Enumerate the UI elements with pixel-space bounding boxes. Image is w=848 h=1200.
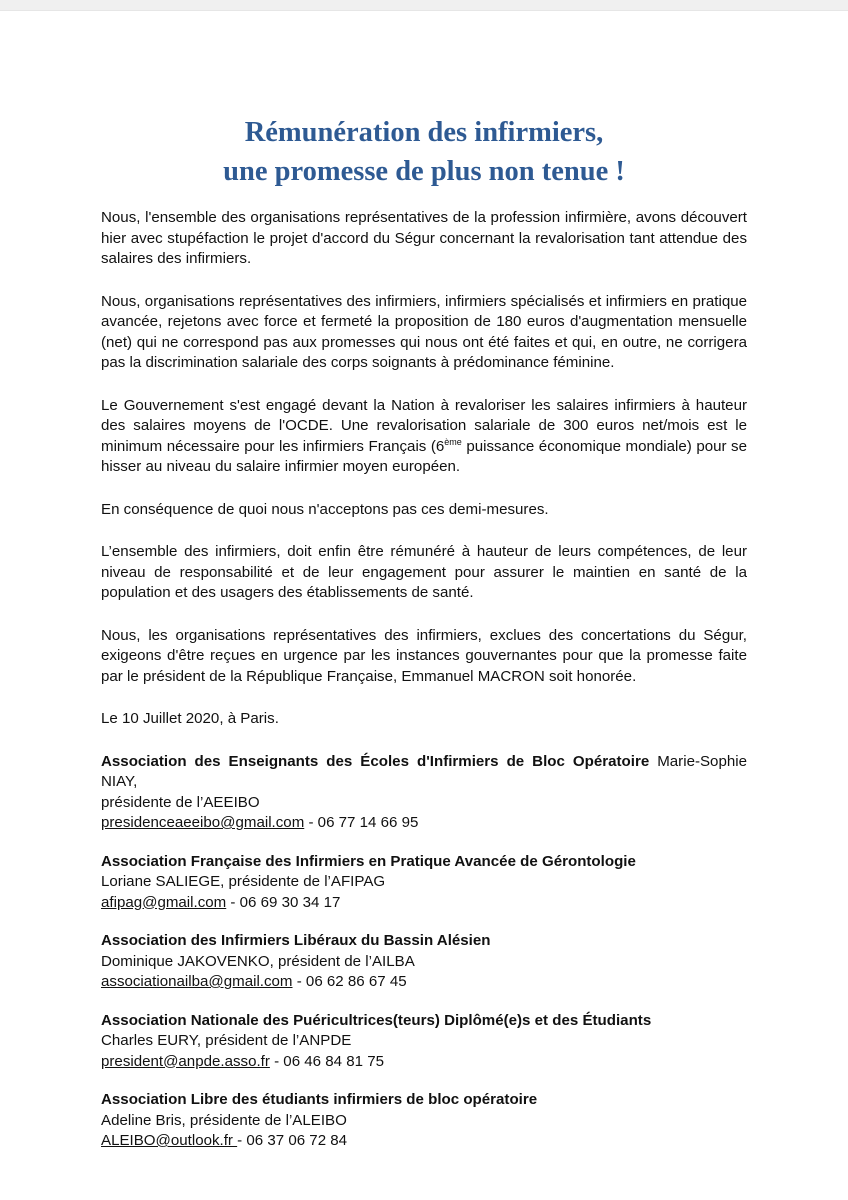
paragraph-6: Nous, les organisations représentatives des infirmiers, exclues des concertations du Ségur, exigeons d'être reçues en urgence par les instances gouvernantes pour que la promesse faite par le président de la République Française, Emmanuel MACRON soit honorée. — [101, 626, 747, 685]
signatory-role: présidente de l’AEEIBO — [101, 793, 260, 811]
signatory-org-name: Association Française des Infirmiers en Pratique Avancée de Gérontologie — [101, 852, 636, 870]
signatory-org-name: Association Nationale des Puéricultrices(teurs) Diplômé(e)s et des Étudiants — [101, 1011, 652, 1029]
signatory-person: Charles EURY, président de l’ANPDE — [101, 1032, 352, 1049]
paragraph-3-text-b: puissance économique mondiale) pour se hisser au niveau du salaire infirmier moyen européen. — [101, 437, 747, 475]
signatory-ailba — [101, 931, 747, 993]
signatory-contact — [101, 972, 747, 993]
signatory-org-name: Association des Enseignants des Écoles d'Infirmiers de Bloc Opératoire — [101, 752, 650, 770]
paragraph-3 — [101, 396, 747, 478]
paragraph-3-text-a: Le Gouvernement s'est engagé devant la Nation à revaloriser les salaires infirmiers à hauteur des salaires moyens de l'OCDE. Une revalorisation salariale de 300 euros net/mois est le minimum nécessaire pour les infirmiers Français (6 — [101, 396, 747, 455]
title-line-1: Rémunération des infirmiers, — [244, 117, 604, 148]
paragraph-3-superscript: ème — [444, 436, 462, 447]
signatory-afipag — [101, 852, 747, 914]
signatory-phone: - 06 46 84 81 75 — [269, 1052, 385, 1070]
signatory-phone: - 06 37 06 72 84 — [237, 1132, 348, 1149]
signatory-phone: - 06 62 86 67 45 — [292, 973, 407, 990]
signatory-contact — [101, 813, 747, 834]
signatory-phone: - 06 69 30 34 17 — [226, 893, 341, 911]
email-link[interactable]: ALEIBO@outlook.fr — [101, 1132, 238, 1149]
signatory-aeeibo — [101, 752, 747, 834]
signatory-aleibo — [101, 1090, 747, 1152]
signatory-contact — [101, 1052, 747, 1073]
date-line: Le 10 Juillet 2020, à Paris. — [101, 710, 279, 727]
paragraph-2: Nous, organisations représentatives des infirmiers, infirmiers spécialisés et infirmiers en pratique avancée, rejetons avec force et fermeté la proposition de 180 euros d'augmentation mensuelle (net) qui ne correspond pas aux promesses qui nous ont été faites et qui, en outre, ne corrigera pas la discrimination salariale des corps soignants à prédominance féminine. — [101, 292, 747, 371]
signatory-person: Marie-Sophie NIAY, — [101, 752, 747, 790]
signatory-org-name: Association des Infirmiers Libéraux du Bassin Alésien — [101, 932, 491, 949]
document-title — [0, 113, 848, 191]
signatory-phone: - 06 77 14 66 95 — [304, 814, 419, 831]
paragraph-1: Nous, l'ensemble des organisations représentatives de la profession infirmière, avons découvert hier avec stupéfaction le projet d'accord du Ségur concernant la revalorisation tant attendue des salaires des infirmiers. — [101, 209, 747, 267]
signatory-aeeibo-heading — [101, 752, 747, 793]
title-line-2: une promesse de plus non tenue ! — [223, 156, 625, 187]
email-link[interactable]: president@anpde.asso.fr — [101, 1052, 270, 1070]
signatory-contact — [101, 1131, 747, 1152]
email-link[interactable]: presidenceaeeibo@gmail.com — [101, 814, 305, 831]
paragraph-5: L’ensemble des infirmiers, doit enfin être rémunéré à hauteur de leurs compétences, de leur niveau de responsabilité et de leur engagement pour assurer le maintien en santé de la population et des usagers des établissements de santé. — [101, 543, 747, 601]
signatory-person: Dominique JAKOVENKO, président de l’AILBA — [101, 952, 415, 970]
signatory-anpde — [101, 1011, 747, 1073]
signatory-org-name: Association Libre des étudiants infirmiers de bloc opératoire — [101, 1091, 538, 1108]
email-link[interactable]: associationailba@gmail.com — [101, 973, 293, 990]
email-link[interactable]: afipag@gmail.com — [101, 893, 227, 911]
signatory-contact — [101, 893, 747, 914]
signatory-person: Adeline Bris, présidente de l’ALEIBO — [101, 1111, 347, 1129]
document-body — [101, 208, 747, 1170]
signatory-person: Loriane SALIEGE, présidente de l’AFIPAG — [101, 873, 386, 890]
paragraph-4: En conséquence de quoi nous n'acceptons pas ces demi-mesures. — [101, 500, 549, 518]
